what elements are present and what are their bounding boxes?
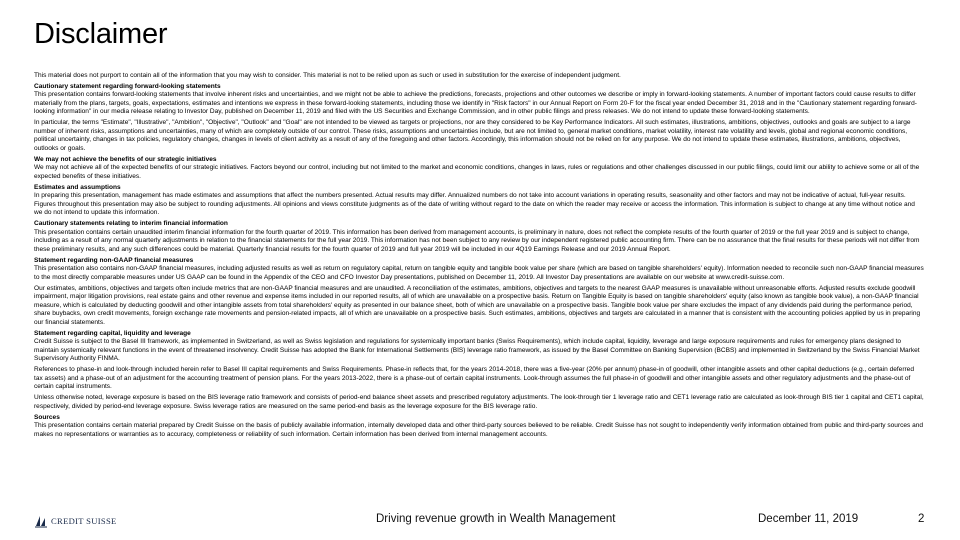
section-paragraph: This presentation contains certain material prepared by Credit Suisse on the basis of publicly available information, internally developed data and other third-party sources believed to be reliable. Credit Suisse has not sought to independently verify information obtained from public and third-party sources and makes no representations or warranties as to accuracy, completeness or reliability of such information. Certain information has been derived from internal management accounts. (34, 422, 924, 438)
section-heading: Estimates and assumptions (34, 183, 121, 191)
section-paragraph: In preparing this presentation, management has made estimates and assumptions that affect the numbers presented. Actual results may differ. Annualized numbers do not take into account variations in operating results, seasonality and other factors and may not be indicative of actual, full-year results. Figures throughout this presentation may also be subject to rounding adjustments. All opinions and views constitute judgments as of the date of writing without regard to the date on which the reader may receive or access the information. This information is subject to change at any time without notice and we do not intend to update this information. (34, 192, 915, 217)
page-number: 2 (918, 513, 925, 525)
presentation-date: December 11, 2019 (758, 513, 859, 525)
section-heading: We may not achieve the benefits of our strategic initiatives (34, 155, 217, 163)
page-title: Disclaimer (34, 18, 168, 50)
section-paragraph: Credit Suisse is subject to the Basel III framework, as implemented in Switzerland, as well as Swiss legislation and regulations for systemically important banks (Swiss Requirements), which include capital, liquidity, leverage and large exposure requirements and rules for emergency plans designed to maintain systemically relevant functions in the event of threatened insolvency. Credit Suisse has adopted the Bank for International Settlements (BIS) leverage ratio framework, as issued by the Basel Committee on Banking Supervision (BCBS) and implemented in Switzerland by the Swiss Financial Market Supervisory Authority FINMA. (34, 338, 920, 363)
section-paragraph: In particular, the terms "Estimate", "Illustrative", "Ambition", "Objective", "Outlook" and "Goal" are not intended to be viewed as targets or projections, nor are they considered to be Key Performance Indicators. All such estimates, illustrations, ambitions, objectives, outlooks and goals are subject to a large number of inherent risks, assumptions and uncertainties, many of which are completely outside of our control. These risks, assumptions and uncertainties include, but are not limited to, general market conditions, market volatility, interest rate volatility and levels, global and regional economic conditions, political uncertainty, changes in tax policies, regulatory changes, changes in levels of client activity as a result of any of the foregoing and other factors. Accordingly, this information should not be relied on for any purpose. We do not intend to update these estimates, illustrations, ambitions, objectives, outlooks or goals. (34, 119, 911, 152)
section-paragraph: This presentation also contains non-GAAP financial measures, including adjusted results as well as return on regulatory capital, return on tangible equity and tangible book value per share (which are based on tangible shareholders' equity). Information needed to reconcile such non-GAAP financial measures to the most directly comparable measures under US GAAP can be found in the Appendix of the CEO and CFO Investor Day presentations, published on December 11, 2019. All Investor Day presentations are available on our website at www.credit-suisse.com. (34, 265, 924, 281)
section-paragraph: Our estimates, ambitions, objectives and targets often include metrics that are non-GAAP financial measures and are unaudited. A reconciliation of the estimates, ambitions, objectives and targets to the nearest GAAP measures is unavailable without unreasonable efforts. Adjusted results exclude goodwill impairment, major litigation provisions, real estate gains and other revenue and expense items included in our reported results, all of which are unavailable on a prospective basis. Return on Tangible Equity is based on tangible shareholders' equity (also known as tangible book value), a non-GAAP financial measure, which is calculated by deducting goodwill and other intangible assets from total shareholders' equity as presented in our balance sheet, both of which are unavailable on a prospective basis. Tangible book value per share excludes the impact of any dividends paid during the performance period, share buybacks, own credit movements, foreign exchange rate movements and pension-related impacts, all of which are unavailable on a prospective basis. Such estimates, ambitions, objectives and targets are calculated in a manner that is consistent with the accounting policies applied by us in preparing our financial statements. (34, 284, 921, 326)
section-paragraph: We may not achieve all of the expected benefits of our strategic initiatives. Factors beyond our control, including but not limited to the market and economic conditions, changes in laws, rules or regulations and other challenges discussed in our public filings, could limit our ability to achieve some or all of the expected benefits of these initiatives. (34, 164, 920, 180)
logo-text: CREDIT SUISSE (51, 516, 117, 526)
section-heading: Sources (34, 413, 60, 421)
disclaimer-body (34, 72, 924, 441)
presentation-title: Driving revenue growth in Wealth Management (376, 513, 616, 525)
credit-suisse-logo (34, 513, 117, 529)
section-paragraph: References to phase-in and look-through included herein refer to Basel III capital requirements and Swiss Requirements. Phase-in reflects that, for the years 2014-2018, there was a five-year (20% per annum) phase-in of goodwill, other intangible assets and other capital deductions (e.g., certain deferred tax assets) and a phase-out of an adjustment for the accounting treatment of pension plans. For the years 2013-2022, there is a phase-out of certain capital instruments. Look-through assumes the full phase-in of goodwill and other intangible assets and other regulatory adjustments and the phase-out of certain capital instruments. (34, 366, 914, 391)
section-heading: Cautionary statement regarding forward-looking statements (34, 82, 221, 90)
section-paragraph: This presentation contains forward-looking statements that involve inherent risks and uncertainties, and we might not be able to achieve the predictions, forecasts, projections and other outcomes we describe or imply in forward-looking statements. A number of important factors could cause results to differ materially from the plans, targets, goals, expectations, estimates and intentions we express in these forward-looking statements, including those we identify in "Risk factors" in our Annual Report on Form 20-F for the fiscal year ended December 31, 2018 and in the "Cautionary statement regarding forward-looking information" in our media release relating to Investor Day, published on December 11, 2019 and filed with the US Securities and Exchange Commission, and in other public filings and press releases. We do not intend to update these forward-looking statements. (34, 91, 917, 116)
section-heading: Statement regarding non-GAAP financial measures (34, 256, 194, 264)
section-heading: Cautionary statements relating to interim financial information (34, 220, 228, 228)
section-paragraph: This presentation contains certain unaudited interim financial information for the fourth quarter of 2019. This information has been derived from management accounts, is preliminary in nature, does not reflect the complete results of the fourth quarter of 2019 or the full year 2019 and is subject to change, including as a result of any normal quarterly adjustments in relation to the financial statements for the full year 2019. This information has not been subject to any review by our independent registered public accounting firm. There can be no assurance that the final results for these periods will not differ from these preliminary results, and any such differences could be material. Quarterly financial results for the fourth quarter of 2019 and full year 2019 will be included in our 4Q19 Earnings Release and our 2019 Annual Report. (34, 228, 920, 253)
intro-paragraph: This material does not purport to contain all of the information that you may wish to consider. This material is not to be relied upon as such or used in substitution for the exercise of independent judgment. (34, 72, 621, 79)
section-paragraph: Unless otherwise noted, leverage exposure is based on the BIS leverage ratio framework and consists of period-end balance sheet assets and prescribed regulatory adjustments. The look-through tier 1 leverage ratio and CET1 leverage ratio are calculated as look-through BIS tier 1 capital and CET1 capital, respectively, divided by period-end leverage exposure. Swiss leverage ratios are measured on the same period-end basis as the leverage exposure for the BIS leverage ratio. (34, 394, 924, 410)
section-heading: Statement regarding capital, liquidity and leverage (34, 329, 191, 337)
sails-icon (34, 514, 48, 528)
